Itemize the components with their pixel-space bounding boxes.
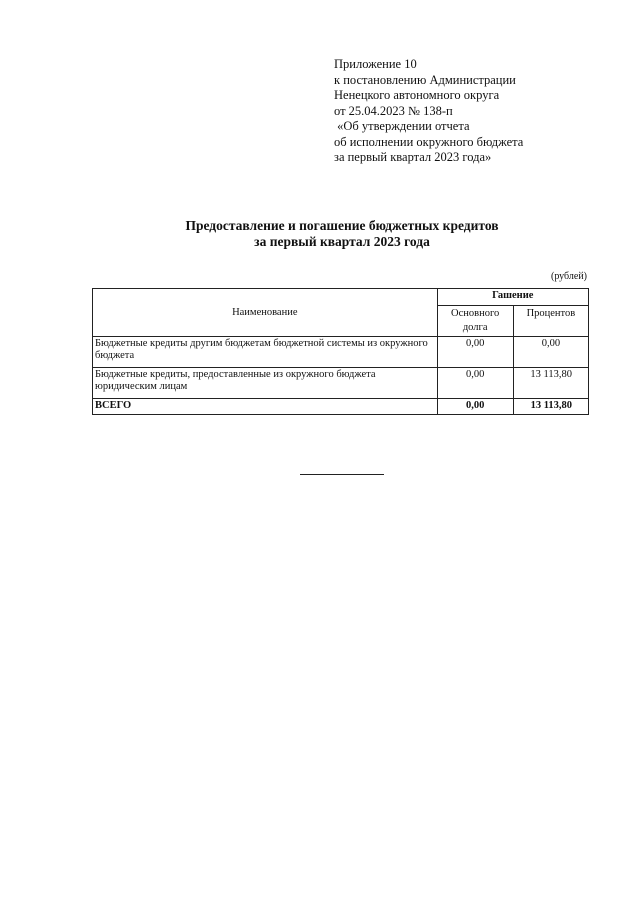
title-line-1: Предоставление и погашение бюджетных кредитов (185, 218, 499, 233)
appendix-line: к постановлению Администрации (334, 72, 516, 87)
row-osn: 0,00 (437, 337, 513, 368)
table-row (93, 337, 589, 368)
total-name: ВСЕГО (93, 399, 438, 415)
appendix-line: об исполнении окружного бюджета (334, 134, 524, 149)
row-osn: 0,00 (437, 368, 513, 399)
header-osn: Основного долга (437, 306, 513, 337)
total-osn: 0,00 (437, 399, 513, 415)
table-total-row (93, 399, 589, 415)
appendix-line: от 25.04.2023 № 138-п (334, 103, 453, 118)
appendix-block (334, 57, 624, 166)
appendix-line: Приложение 10 (334, 57, 417, 71)
appendix-line: «Об утверждении отчета (334, 119, 470, 133)
total-proc: 13 113,80 (513, 399, 588, 415)
signature-divider (300, 474, 384, 475)
row-name: Бюджетные кредиты другим бюджетам бюджетной системы из окружного бюджета (93, 337, 438, 368)
row-proc: 0,00 (513, 337, 588, 368)
credit-table (92, 288, 589, 415)
title-line-2: за первый квартал 2023 года (254, 234, 430, 249)
appendix-line: Ненецкого автономного округа (334, 88, 500, 102)
table-row (93, 368, 589, 399)
header-group: Гашение (437, 289, 588, 306)
table-header-row (93, 289, 589, 306)
header-proc: Процентов (513, 306, 588, 337)
row-proc: 13 113,80 (513, 368, 588, 399)
document-title (92, 218, 592, 250)
units-label: (рублей) (550, 271, 587, 282)
appendix-line: за первый квартал 2023 года» (334, 150, 492, 164)
row-name: Бюджетные кредиты, предоставленные из окружного бюджета юридическим лицам (93, 368, 438, 399)
header-name: Наименование (93, 289, 438, 337)
